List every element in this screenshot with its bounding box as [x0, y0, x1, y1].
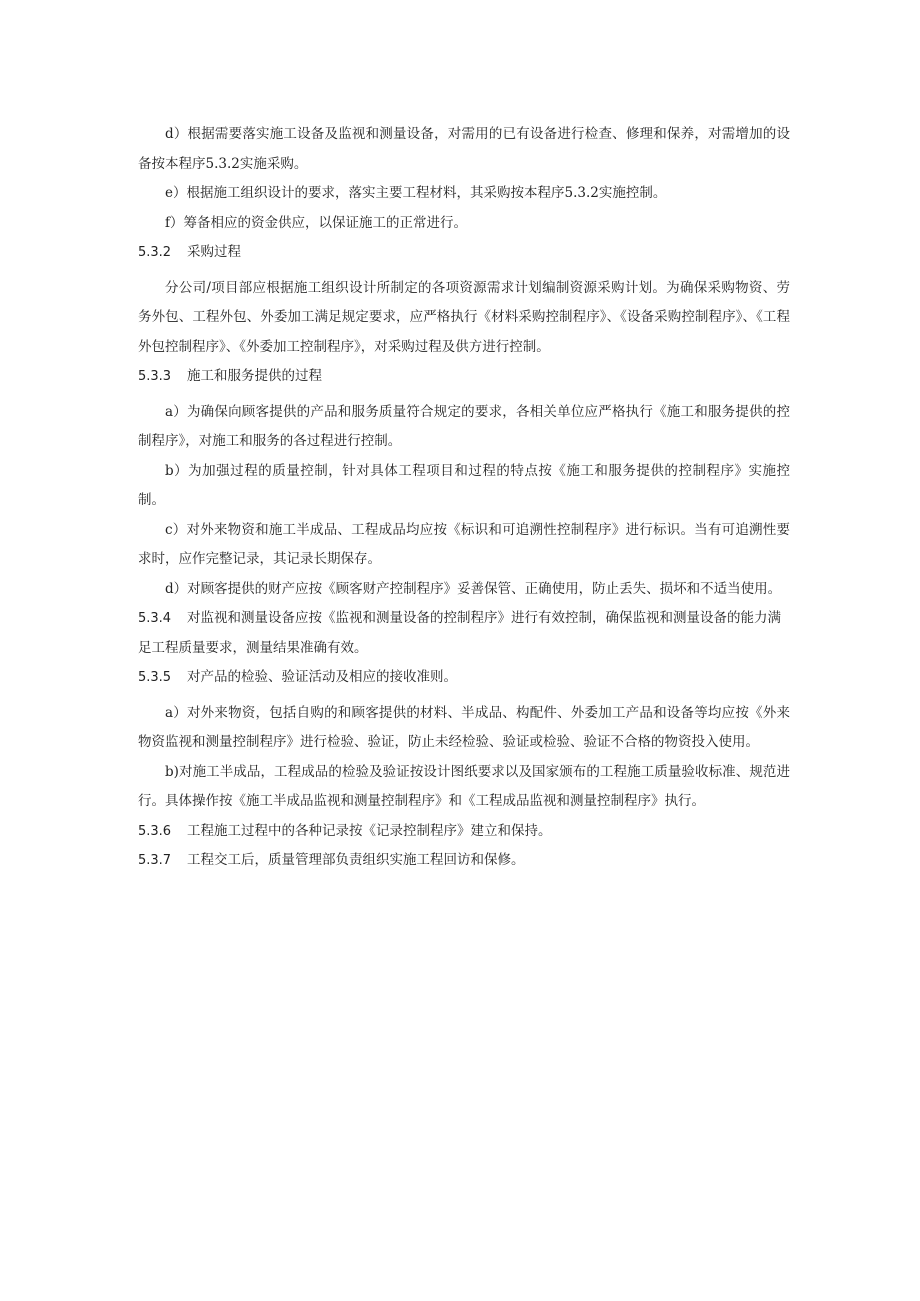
paragraph-procurement: 分公司/项目部应根据施工组织设计所制定的各项资源需求计划编制资源采购计划。为确保采购物资、劳务外包、工程外包、外委加工满足规定要求，应严格执行《材料采购控制程序》、《设备采购控制程序》、《工程外包控制程序》、《外委加工控制程序》，对采购过程及供方进行控制。 [138, 279, 790, 355]
section-text: 对监视和测量设备应按《监视和测量设备的控制程序》进行有效控制，确保监视和测量设备的能力满足工程质量要求，测量结果准确有效。 [138, 610, 781, 656]
section-heading-5-3-6 [138, 817, 790, 847]
paragraph-e-materials: e）根据施工组织设计的要求，落实主要工程材料，其采购按本程序5.3.2实施控制。 [165, 185, 667, 201]
section-number: 5.3.7 [138, 853, 172, 868]
list-item-b: b)对施工半成品，工程成品的检验及验证按设计图纸要求以及国家颁布的工程施工质量验收标准、规范进行。具体操作按《施工半成品监视和测量控制程序》和《工程成品监视和测量控制程序》执行。 [138, 763, 790, 809]
list-item-c: c）对外来物资和施工半成品、工程成品均应按《标识和可追溯性控制程序》进行标识。当有可追溯性要求时，应作完整记录，其记录长期保存。 [138, 521, 790, 567]
section-heading-5-3-3 [138, 362, 790, 392]
section-title: 工程交工后，质量管理部负责组织实施工程回访和保修。 [187, 852, 525, 868]
section-title: 采购过程 [187, 244, 241, 260]
section-number: 5.3.6 [138, 823, 172, 839]
section-heading-5-3-5 [138, 663, 790, 693]
section-title: 施工和服务提供的过程 [187, 368, 322, 384]
list-item-a: a）为确保向顾客提供的产品和服务质量符合规定的要求，各相关单位应严格执行《施工和服务提供的控制程序》，对施工和服务的各过程进行控制。 [138, 403, 790, 449]
document-page [138, 120, 790, 876]
section-heading-5-3-7 [138, 846, 790, 876]
section-number: 5.3.5 [138, 670, 172, 685]
section-title: 工程施工过程中的各种记录按《记录控制程序》建立和保持。 [187, 822, 552, 839]
section-number: 5.3.3 [138, 369, 172, 384]
section-heading-5-3-4 [138, 604, 790, 663]
paragraph-d-equipment: d）根据需要落实施工设备及监视和测量设备，对需用的已有设备进行检查、修理和保养，对需增加的设备按本程序5.3.2实施采购。 [138, 126, 790, 172]
section-number: 5.3.2 [138, 245, 172, 260]
paragraph-f-funding: f）筹备相应的资金供应，以保证施工的正常进行。 [165, 214, 467, 231]
list-item-d: d）对顾客提供的财产应按《顾客财产控制程序》妥善保管、正确使用，防止丢失、损坏和不适当使用。 [165, 580, 782, 597]
section-heading-5-3-2 [138, 238, 790, 268]
section-number: 5.3.4 [138, 611, 172, 626]
list-item-a: a）对外来物资，包括自购的和顾客提供的材料、半成品、构配件、外委加工产品和设备等均应按《外来物资监视和测量控制程序》进行检验、验证，防止未经检验、验证或检验、验证不合格的物资投入使用。 [138, 704, 790, 750]
section-title: 对产品的检验、验证活动及相应的接收准则。 [187, 669, 457, 685]
list-item-b: b）为加强过程的质量控制，针对具体工程项目和过程的特点按《施工和服务提供的控制程序》实施控制。 [138, 462, 790, 508]
